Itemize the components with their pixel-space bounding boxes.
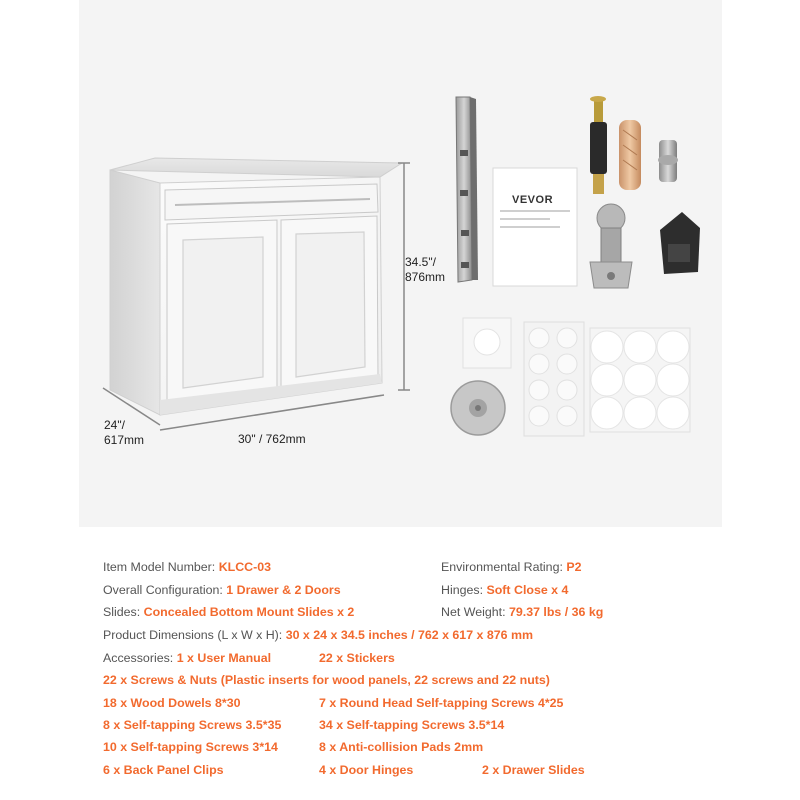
accessory-item: 6 x Back Panel Clips: [103, 763, 224, 777]
cabinet-image: [110, 158, 402, 415]
accessory-item: 8 x Self-tapping Screws 3.5*35: [103, 718, 282, 732]
accessory-item: 10 x Self-tapping Screws 3*14: [103, 740, 278, 754]
accessory-item: 22 x Screws & Nuts (Plastic inserts for wood panels, 22 screws and 22 nuts): [103, 673, 550, 687]
spec-value: P2: [566, 560, 582, 574]
accessory-item: 7 x Round Head Self-tapping Screws 4*25: [319, 696, 564, 710]
pads-sheet-small-image: [524, 322, 584, 436]
spec-label: Product Dimensions (L x W x H):: [103, 628, 283, 642]
spec-environmental-rating: [441, 559, 582, 575]
spec-value: 1 Drawer & 2 Doors: [226, 583, 341, 597]
anti-collision-disc-image: [451, 381, 505, 435]
depth-dimension-label: 24"/ 617mm: [104, 418, 145, 447]
spec-label: Environmental Rating:: [441, 560, 563, 574]
spec-net-weight: [441, 604, 603, 620]
spec-label: Slides:: [103, 605, 141, 619]
accessory-item: 22 x Stickers: [319, 651, 395, 665]
accessory-item: 34 x Self-tapping Screws 3.5*14: [319, 718, 505, 732]
spec-value: 30 x 24 x 34.5 inches / 762 x 617 x 876 mm: [285, 628, 534, 642]
cam-screw-image: [590, 96, 607, 194]
spec-label: Overall Configuration:: [103, 583, 223, 597]
spec-value: Soft Close x 4: [486, 583, 569, 597]
spec-product-dimensions: [103, 627, 533, 643]
height-dimension-label: 34.5"/ 876mm: [405, 255, 446, 284]
spec-label: Item Model Number:: [103, 560, 216, 574]
spec-slides: [103, 604, 354, 620]
door-hinge-image: [590, 204, 632, 288]
spec-accessories: [103, 650, 271, 666]
spec-value: 79.37 lbs / 36 kg: [508, 605, 604, 619]
accessory-item: 2 x Drawer Slides: [482, 763, 585, 777]
drawer-slide-image: [456, 97, 478, 282]
spec-label: Hinges:: [441, 583, 484, 597]
spec-configuration: [103, 582, 341, 598]
spec-item-model: [103, 559, 271, 575]
spec-value: KLCC-03: [218, 560, 272, 574]
metal-insert-image: [658, 140, 678, 182]
manual-brand-label: VEVOR: [512, 194, 554, 206]
wood-dowel-image: [619, 120, 641, 190]
spec-label: Accessories:: [103, 651, 174, 665]
single-sticker-image: [463, 318, 511, 368]
width-dimension-label: 30" / 762mm: [238, 432, 306, 446]
user-manual-image: [493, 168, 577, 286]
pads-sheet-large-image: [590, 328, 690, 432]
spec-value: Concealed Bottom Mount Slides x 2: [143, 605, 355, 619]
accessory-item: 8 x Anti-collision Pads 2mm: [319, 740, 484, 754]
accessory-item: 4 x Door Hinges: [319, 763, 414, 777]
spec-label: Net Weight:: [441, 605, 506, 619]
accessory-item: 18 x Wood Dowels 8*30: [103, 696, 241, 710]
accessory-item: 1 x User Manual: [176, 651, 272, 665]
spec-hinges: [441, 582, 568, 598]
back-panel-clip-image: [660, 212, 700, 274]
